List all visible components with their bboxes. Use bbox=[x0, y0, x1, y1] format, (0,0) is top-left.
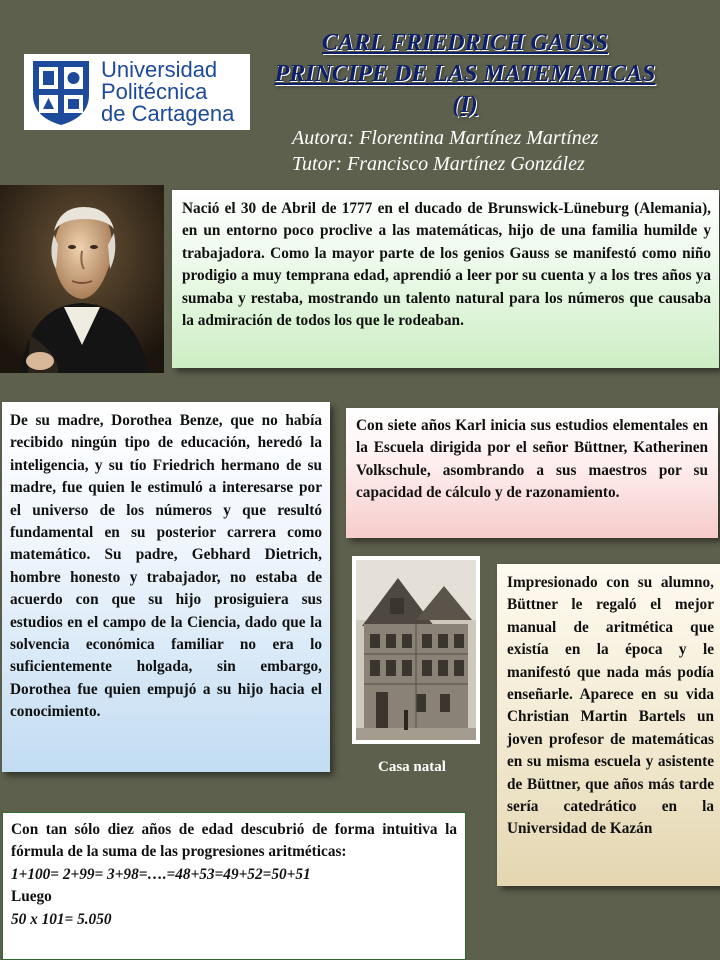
logo-line-1: Universidad bbox=[101, 57, 218, 82]
university-name bbox=[101, 59, 234, 125]
logo-line-2: Politécnica bbox=[101, 79, 208, 104]
family-section: De su madre, Dorothea Benze, que no había recibido ningún tipo de educación, heredó la inteligencia, y su tío Friedrich hermano de su madre, fue quien le estimuló a interesarse por el universo de los números y que resultó fundamental en su posterior carrera como matemático. Su padre, Gebhard Dietrich, hombre honesto y trabajador, no estaba de acuerdo con que su hijo prosiguiera sus estudios en el campo de la Ciencia, dado que la solvencia económica familiar no era lo suficientemente holgada, sin embargo, Dorothea fue quien empujó a su hijo hacia el conocimiento. bbox=[2, 402, 330, 772]
tutor-line: Tutor: Francisco Martínez González bbox=[292, 153, 585, 175]
author-line: Autora: Florentina Martínez Martínez bbox=[292, 127, 599, 149]
house-caption: Casa natal bbox=[378, 759, 446, 775]
school-section: Con siete años Karl inicia sus estudios elementales en la Escuela dirigida por el señor Büttner, Katherinen Volkschule, asombrando a sus maestros por su capacidad de cálculo y de razonamiento. bbox=[346, 408, 718, 538]
title-line-3: (I) bbox=[452, 92, 478, 118]
birth-section: Nació el 30 de Abril de 1777 en el ducado de Brunswick-Lüneburg (Alemania), en un entorno poco proclive a las matemáticas, hijo de una familia humilde y trabajadora. Como la mayor parte de los genios Gauss se manifestó como niño prodigio a muy temprana edad, aprendió a leer por su cuenta y a los tres años ya sumaba y restaba, mostrando un talento natural para los números que causaba la admiración de todos los que le rodeaban. bbox=[172, 190, 719, 368]
sum-result: 50 x 101= 5.050 bbox=[11, 910, 112, 928]
logo-line-3: de Cartagena bbox=[101, 101, 235, 126]
sum-formula: 1+100= 2+99= 3+98=….=48+53=49+52=50+51 bbox=[11, 865, 311, 883]
sum-section bbox=[2, 812, 466, 960]
sum-then: Luego bbox=[11, 888, 52, 906]
poster-title bbox=[255, 28, 675, 121]
house-photo bbox=[352, 556, 480, 744]
credits bbox=[292, 125, 712, 177]
title-line-1: CARL FRIEDRICH GAUSS bbox=[322, 30, 608, 56]
gauss-portrait bbox=[0, 185, 164, 373]
teacher-section: Impresionado con su alumno, Büttner le regaló el mejor manual de aritmética que existía en la época y le manifestó que nada más podía enseñarle. Aparece en su vida Christian Martin Bartels un joven profesor de matemáticas en su misma escuela y asistente de Büttner, que años más tarde sería catedrático en la Universidad de Kazán bbox=[497, 564, 720, 886]
university-crest-icon bbox=[29, 57, 93, 127]
university-logo bbox=[24, 54, 250, 130]
sum-intro: Con tan sólo diez años de edad descubrió de forma intuitiva la fórmula de la suma de las progresiones aritméticas: bbox=[11, 821, 457, 861]
title-line-2: PRINCIPE DE LAS MATEMATICAS bbox=[274, 61, 656, 87]
